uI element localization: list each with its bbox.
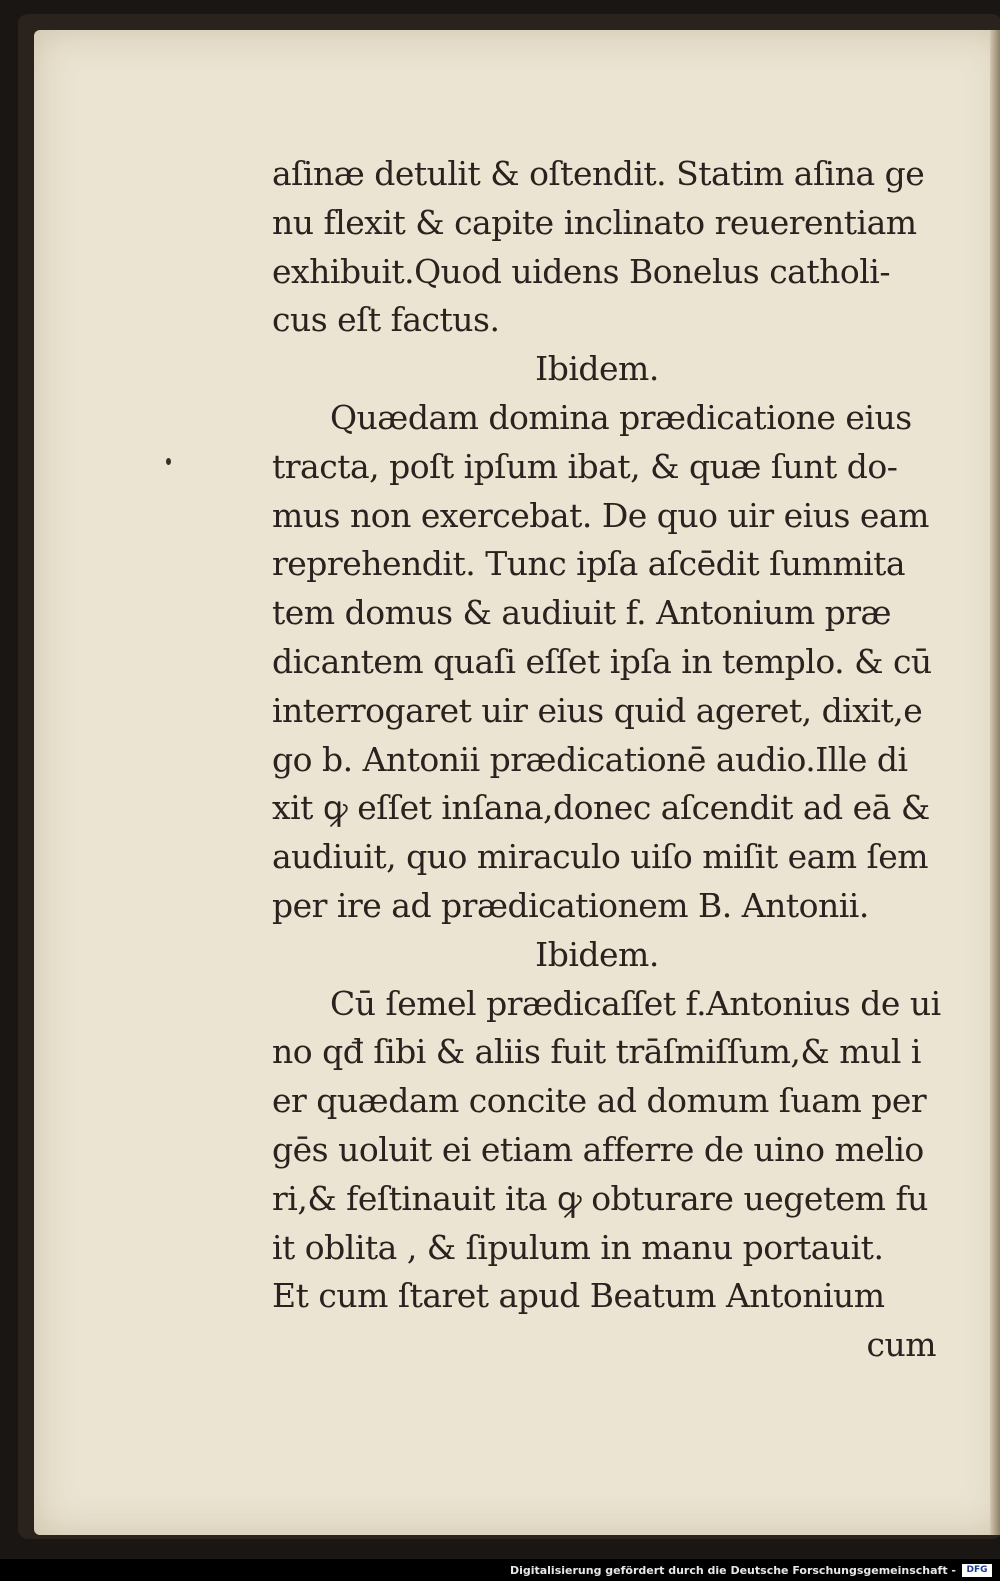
text-line: ri,& feſtinauit ita ꝙ obturare uegetem fu — [272, 1178, 928, 1218]
text-line: aſinæ detulit & oſtendit. Statim aſina ge — [272, 154, 925, 193]
text-line: go b. Antonii prædicationē audio.Ille di — [272, 739, 908, 779]
text-line: no qđ ſibi & aliis fuit trāſmiſſum,& mul i — [272, 1032, 921, 1072]
page-text — [272, 150, 952, 1370]
text-line: per ire ad prædicationem B. Antonii. — [272, 885, 869, 925]
footer-bar — [0, 1559, 1000, 1581]
text-line: dicantem quaſi eſſet ipſa in templo. & cū — [272, 641, 932, 681]
text-line: interrogaret uir eius quid ageret, dixit,e — [272, 690, 923, 730]
digitization-credit: Digitalisierung gefördert durch die Deutsche Forschungsgemeinschaft - — [509, 1564, 956, 1577]
text-line: nu flexit & capite inclinato reuerentiam — [272, 202, 917, 242]
text-line: gēs uoluit ei etiam afferre de uino melio — [272, 1129, 924, 1169]
text-line: Quædam domina prædicatione eius — [330, 397, 912, 437]
text-line: xit ꝙ eſſet inſana,donec aſcendit ad eā & — [272, 788, 930, 828]
text-line: tracta, poſt ipſum ibat, & quæ ſunt do- — [272, 446, 898, 486]
section-heading: Ibidem. — [535, 349, 659, 389]
ink-speck — [166, 458, 171, 465]
page-edge — [990, 30, 1000, 1535]
text-line: tem domus & audiuit f. Antonium præ — [272, 593, 892, 633]
text-line: exhibuit.Quod uidens Bonelus catholi- — [272, 251, 890, 291]
text-line: Et cum ſtaret apud Beatum Antonium — [272, 1276, 885, 1316]
text-line: er quædam concite ad domum ſuam per — [272, 1081, 927, 1121]
text-line: audiuit, quo miraculo uiſo miſit eam ſem — [272, 837, 929, 877]
text-line: mus non exercebat. De quo uir eius eam — [272, 495, 929, 535]
text-line: cum — [866, 1325, 936, 1365]
dfg-logo: DFG — [962, 1564, 992, 1577]
text-line: cus eſt factus. — [272, 300, 500, 340]
section-heading: Ibidem. — [535, 934, 659, 974]
text-line: it oblita , & ſipulum in manu portauit. — [272, 1227, 884, 1267]
text-line: reprehendit. Tunc ipſa aſcēdit ſummita — [272, 544, 906, 584]
text-line: Cū ſemel prædicaſſet f.Antonius de ui — [330, 983, 941, 1023]
